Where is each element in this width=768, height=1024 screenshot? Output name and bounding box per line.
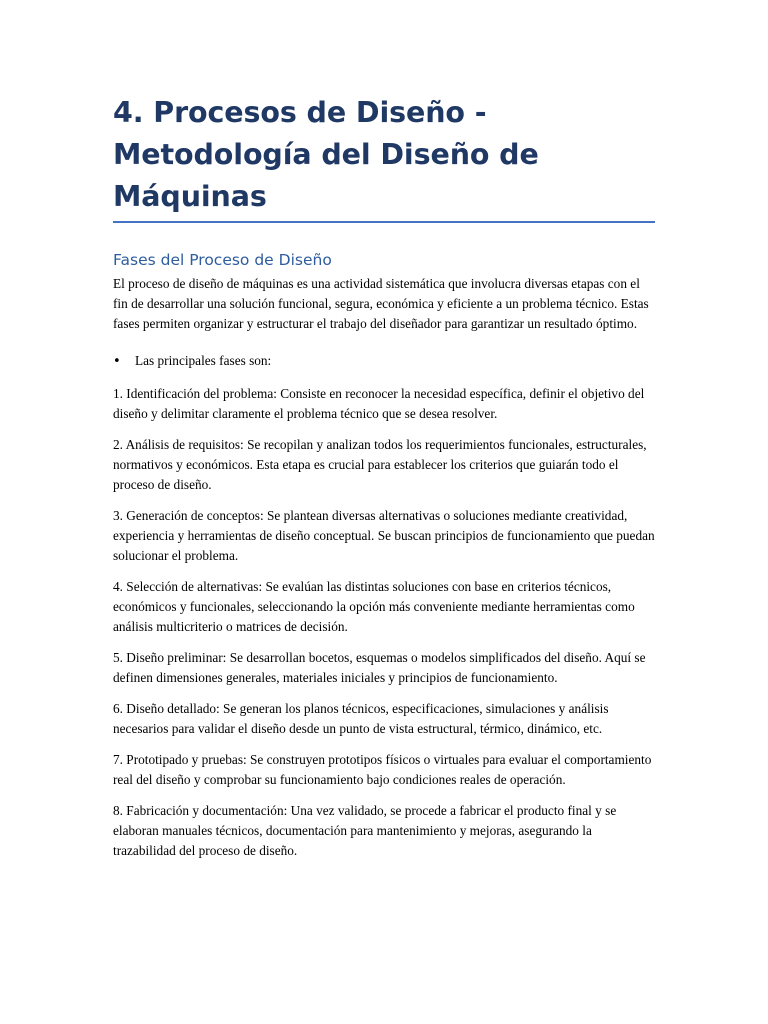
section-heading: Fases del Proceso de Diseño [113, 251, 332, 269]
page-title: 4. Procesos de Diseño - Metodología del Diseño de Máquinas [113, 92, 655, 223]
bullet-list [113, 351, 655, 372]
intro-paragraph: El proceso de diseño de máquinas es una actividad sistemática que involucra diversas etapas con el fin de desarrollar una solución funcional, segura, económica y eficiente a un problema técnico. Estas fases permiten organizar y estructurar el trabajo del diseñador para garantizar un resultado óptimo. [113, 276, 649, 331]
bullet-text: Las principales fases son: [135, 353, 272, 369]
phase-7-paragraph: 7. Prototipado y pruebas: Se construyen prototipos físicos o virtuales para evaluar el comportamiento real del diseño y comprobar su funcionamiento bajo condiciones reales de operación. [113, 752, 652, 787]
document-page [113, 92, 655, 872]
phase-8-paragraph: 8. Fabricación y documentación: Una vez validado, se procede a fabricar el producto final y se elaboran manuales técnicos, documentación para mantenimiento y mejoras, asegurando la trazabilidad del proceso de diseño. [113, 803, 617, 858]
phase-2-paragraph: 2. Análisis de requisitos: Se recopilan y analizan todos los requerimientos funcionales, estructurales, normativos y económicos. Esta etapa es crucial para establecer los criterios que guiarán todo el proceso de diseño. [113, 437, 647, 492]
phase-1-paragraph: 1. Identificación del problema: Consiste en reconocer la necesidad específica, definir el objetivo del diseño y delimitar claramente el problema técnico que se desea resolver. [113, 386, 645, 421]
phase-6-paragraph: 6. Diseño detallado: Se generan los planos técnicos, especificaciones, simulaciones y análisis necesarios para validar el diseño desde un punto de vista estructural, térmico, dinámico, etc. [113, 701, 609, 736]
bullet-item [113, 351, 655, 372]
phase-4-paragraph: 4. Selección de alternativas: Se evalúan las distintas soluciones con base en criterios técnicos, económicos y funcionales, seleccionando la opción más conveniente mediante herramientas como análisis multicriterio o matrices de decisión. [113, 579, 635, 634]
bullet-icon: • [113, 354, 121, 370]
phase-5-paragraph: 5. Diseño preliminar: Se desarrollan bocetos, esquemas o modelos simplificados del diseño. Aquí se definen dimensiones generales, materiales iniciales y principios de funcionamiento. [113, 649, 646, 685]
phase-3-paragraph: 3. Generación de conceptos: Se plantean diversas alternativas o soluciones mediante creatividad, experiencia y herramientas de diseño conceptual. Se buscan principios de funcionamiento que puedan solucionar el problema. [113, 508, 655, 563]
